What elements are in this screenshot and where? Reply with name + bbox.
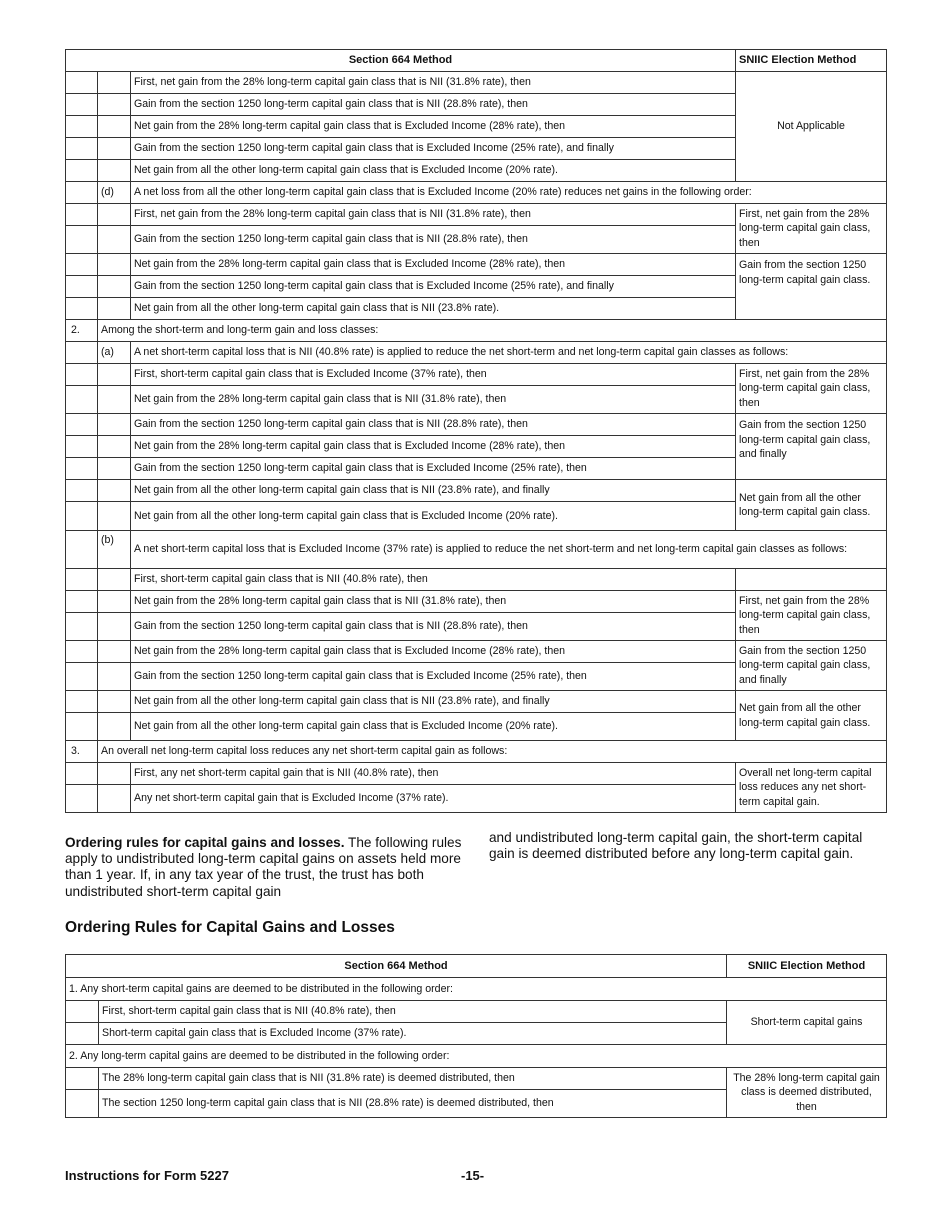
table-row: Net gain from the 28% long-term capital gain class that is NII (31.8% rate), then bbox=[131, 386, 736, 414]
sniic-cell: Short-term capital gains bbox=[727, 1001, 887, 1045]
header-sniic: SNIIC Election Method bbox=[727, 955, 887, 978]
item-label: (b) bbox=[98, 531, 131, 569]
table-row: Gain from the section 1250 long-term capital gain class that is NII (28.8% rate), then bbox=[131, 613, 736, 641]
table-row: Net gain from all the other long-term capital gain class that is Excluded Income (20% rate). bbox=[131, 160, 736, 182]
section-title: Ordering Rules for Capital Gains and Losses bbox=[65, 919, 395, 936]
table-row: Any net short-term capital gain that is Excluded Income (37% rate). bbox=[131, 785, 736, 813]
table-row: Net gain from the 28% long-term capital gain class that is NII (31.8% rate), then bbox=[131, 591, 736, 613]
body-left-column bbox=[65, 835, 465, 900]
sniic-cell: First, net gain from the 28% long-term capital gain class, then bbox=[736, 591, 887, 641]
item-label: (a) bbox=[98, 342, 131, 364]
table-row: Gain from the section 1250 long-term capital gain class that is NII (28.8% rate), then bbox=[131, 226, 736, 254]
table-row: Gain from the section 1250 long-term capital gain class that is Excluded Income (25% rate), and finally bbox=[131, 276, 736, 298]
item-text: An overall net long-term capital loss reduces any net short-term capital gain as follows: bbox=[98, 741, 887, 763]
body-left-text: The following rules apply to undistributed long-term capital gains on assets held more than 1 year. If, in any tax year of the trust, the trust has both undistributed short-term capital gain bbox=[65, 835, 462, 899]
table-row: First, short-term capital gain class that is NII (40.8% rate), then bbox=[99, 1001, 727, 1023]
body-right-text: and undistributed long-term capital gain, the short-term capital gain is deemed distributed before any long-term capital gain. bbox=[489, 830, 863, 862]
ordering-rules-heading: Ordering rules for capital gains and losses. bbox=[65, 835, 345, 850]
item-text: 1. Any short-term capital gains are deemed to be distributed in the following order: bbox=[66, 978, 887, 1001]
sniic-cell: Net gain from all the other long-term capital gain class. bbox=[736, 480, 887, 531]
item-number: 3. bbox=[66, 741, 98, 763]
table-row: Net gain from the 28% long-term capital gain class that is Excluded Income (28% rate), then bbox=[131, 436, 736, 458]
item-text: A net loss from all the other long-term capital gain class that is Excluded Income (20% rate) reduces net gains in the following order: bbox=[131, 182, 887, 204]
item-text: Among the short-term and long-term gain and loss classes: bbox=[98, 320, 887, 342]
page-number: -15- bbox=[461, 1168, 485, 1183]
table-row: Gain from the section 1250 long-term capital gain class that is Excluded Income (25% rate), then bbox=[131, 663, 736, 691]
not-applicable-cell: Not Applicable bbox=[736, 72, 887, 182]
table-row: Net gain from the 28% long-term capital gain class that is Excluded Income (28% rate), then bbox=[131, 116, 736, 138]
sniic-cell: Net gain from all the other long-term capital gain class. bbox=[736, 691, 887, 741]
table-row: Net gain from all the other long-term capital gain class that is Excluded Income (20% rate). bbox=[131, 713, 736, 741]
table-row: Gain from the section 1250 long-term capital gain class that is Excluded Income (25% rate), then bbox=[131, 458, 736, 480]
header-sniic: SNIIC Election Method bbox=[736, 50, 887, 72]
sniic-cell: Gain from the section 1250 long-term capital gain class, and finally bbox=[736, 641, 887, 691]
ordering-table-top bbox=[65, 49, 887, 813]
table-row: Gain from the section 1250 long-term capital gain class that is NII (28.8% rate), then bbox=[131, 94, 736, 116]
body-right-column bbox=[489, 830, 879, 862]
table-row: The 28% long-term capital gain class that is NII (31.8% rate) is deemed distributed, then bbox=[99, 1068, 727, 1090]
sniic-cell: Gain from the section 1250 long-term capital gain class. bbox=[736, 254, 887, 320]
table-row: Net gain from all the other long-term capital gain class that is NII (23.8% rate), and finally bbox=[131, 691, 736, 713]
footer-form-name: Instructions for Form 5227 bbox=[65, 1168, 229, 1183]
table-row: Net gain from the 28% long-term capital gain class that is Excluded Income (28% rate), then bbox=[131, 254, 736, 276]
table-row: Short-term capital gain class that is Excluded Income (37% rate). bbox=[99, 1023, 727, 1045]
item-text: A net short-term capital loss that is Excluded Income (37% rate) is applied to reduce the net short-term and net long-term capital gain classes as follows: bbox=[131, 531, 887, 569]
table-row: Gain from the section 1250 long-term capital gain class that is NII (28.8% rate), then bbox=[131, 414, 736, 436]
table-row: First, any net short-term capital gain that is NII (40.8% rate), then bbox=[131, 763, 736, 785]
sniic-cell: Overall net long-term capital loss reduces any net short-term capital gain. bbox=[736, 763, 887, 813]
table-row: First, net gain from the 28% long-term capital gain class that is NII (31.8% rate), then bbox=[131, 72, 736, 94]
table-row: Net gain from all the other long-term capital gain class that is NII (23.8% rate). bbox=[131, 298, 736, 320]
item-text: 2. Any long-term capital gains are deemed to be distributed in the following order: bbox=[66, 1045, 887, 1068]
item-label: (d) bbox=[98, 182, 131, 204]
header-section-664: Section 664 Method bbox=[66, 50, 736, 72]
item-text: A net short-term capital loss that is NII (40.8% rate) is applied to reduce the net short-term and net long-term capital gain classes as follows: bbox=[131, 342, 887, 364]
sniic-cell: First, net gain from the 28% long-term capital gain class, then bbox=[736, 364, 887, 414]
ordering-table-bottom bbox=[65, 954, 887, 1118]
table-row: Gain from the section 1250 long-term capital gain class that is Excluded Income (25% rate), and finally bbox=[131, 138, 736, 160]
table-row: First, net gain from the 28% long-term capital gain class that is NII (31.8% rate), then bbox=[131, 204, 736, 226]
sniic-cell: Gain from the section 1250 long-term capital gain class, and finally bbox=[736, 414, 887, 480]
table-row: Net gain from all the other long-term capital gain class that is NII (23.8% rate), and finally bbox=[131, 480, 736, 502]
table-row: First, short-term capital gain class that is NII (40.8% rate), then bbox=[131, 569, 736, 591]
table-row: The section 1250 long-term capital gain class that is NII (28.8% rate) is deemed distributed, then bbox=[99, 1090, 727, 1118]
table-row: Net gain from all the other long-term capital gain class that is Excluded Income (20% rate). bbox=[131, 502, 736, 531]
item-number: 2. bbox=[66, 320, 98, 342]
sniic-cell: The 28% long-term capital gain class is deemed distributed, then bbox=[727, 1068, 887, 1118]
header-section-664: Section 664 Method bbox=[66, 955, 727, 978]
sniic-cell: First, net gain from the 28% long-term capital gain class, then bbox=[736, 204, 887, 254]
table-row: Net gain from the 28% long-term capital gain class that is Excluded Income (28% rate), then bbox=[131, 641, 736, 663]
table-row: First, short-term capital gain class that is Excluded Income (37% rate), then bbox=[131, 364, 736, 386]
